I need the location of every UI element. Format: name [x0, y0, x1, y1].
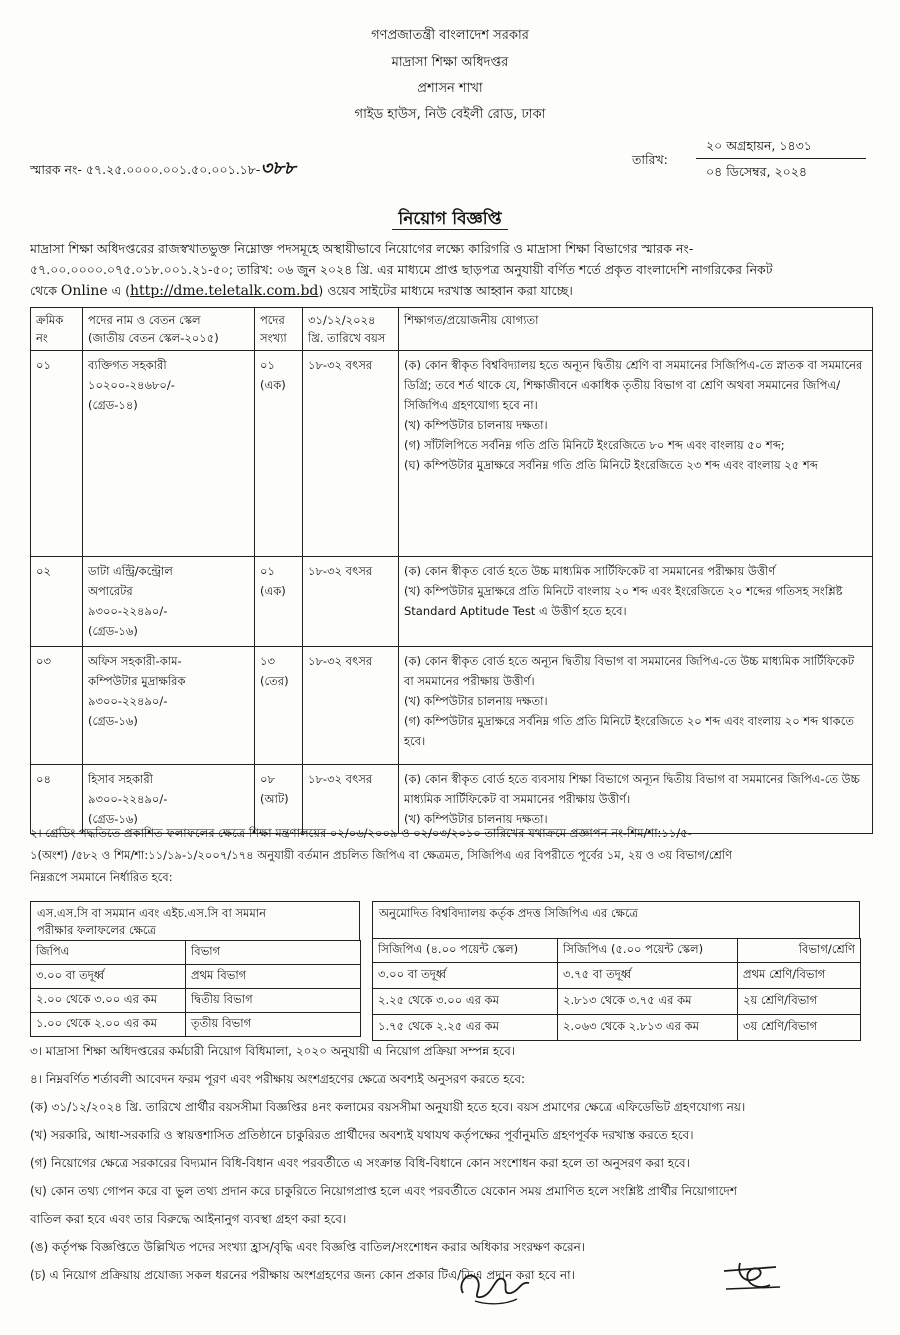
table-row: ১.০০ থেকে ২.০০ এর কম তৃতীয় বিভাগ	[31, 1013, 361, 1037]
class-col-header: বিভাগ/শ্রেণি	[738, 939, 861, 963]
posts-table-header	[31, 308, 873, 351]
list-item: (চ) এ নিয়োগ প্রক্রিয়ায় প্রযোজ্য সকল ধরনের পরীক্ষায় অংশগ্রহণের জন্য কোন প্রকার টিএ/ডিএ প্রদান করা হবে না।	[30, 1268, 575, 1282]
row-qualification: (ক) কোন স্বীকৃত বোর্ড হতে উচ্চ মাধ্যমিক সার্টিফিকেট বা সমমানের পরীক্ষায় উত্তীর্ণ (খ) কম্পিউটার মুদ্রাক্ষরে প্রতি মিনিটে বাংলায় ২০ শব্দ এবং ইংরেজিতে ২০ শব্দের গতিসহ সংশ্লিষ্ট Standard Aptitude Test এ উত্তীর্ণ হতে হবে।	[399, 557, 873, 647]
application-url-link[interactable]: http://dme.teletalk.com.bd	[130, 283, 319, 299]
notice-title: নিয়োগ বিজ্ঞপ্তি	[398, 209, 502, 229]
intro-line-2: ৫৭.০০.০০০০.০৭৫.০১৮.০০১.২১-৫০; তারিখ: ০৬ জুন ২০২৪ খ্রি. এর মাধ্যমে প্রাপ্ত ছাড়পত্র অনুযায়ী বর্ণিত শর্তে প্রকৃত বাংলাদেশি নাগরিকের নিকট	[30, 262, 773, 277]
date-english: ০৪ ডিসেম্বর, ২০২৪	[706, 164, 807, 179]
row-serial: ০৪	[31, 765, 83, 834]
row-qualification: (ক) কোন স্বীকৃত বিশ্ববিদ্যালয় হতে অন্যূন দ্বিতীয় শ্রেণি বা সমমানের সিজিপিএ-তে স্নাতক বা সমমানের ডিগ্রি; তবে শর্ত থাকে যে, শিক্ষাজীবনে একাধিক তৃতীয় বিভাগ বা শ্রেণি অথবা সমমানের জিপিএ/ সিজিপিএ গ্রহণযোগ্য হবে না। (খ) কম্পিউটার চালনায় দক্ষতা। (গ) সাঁটলিপিতে সর্বনিম্ন গতি প্রতি মিনিটে ইংরেজিতে ৮০ শব্দ এবং বাংলায় ৫০ শব্দ; (ঘ) কম্পিউটার মুদ্রাক্ষরে সর্বনিম্ন গতি প্রতি মিনিটে ইংরেজিতে ২৩ শব্দ এবং বাংলায় ২৫ শব্দ	[399, 351, 873, 557]
table-row	[31, 941, 361, 965]
row-age: ১৮-৩২ বৎসর	[303, 647, 399, 765]
list-item: বাতিল করা হবে এবং তার বিরুদ্ধে আইনানুগ ব্যবস্থা গ্রহণ করা হবে।	[30, 1212, 347, 1226]
header-post: পদের নাম ও বেতন স্কেল (জাতীয় বেতন স্কেল-২০১৫)	[83, 308, 255, 351]
title-underline	[392, 229, 508, 230]
list-item: (গ) নিয়োগের ক্ষেত্রে সরকারের বিদ্যমান বিধি-বিধান এবং পরবর্তীতে এ সংক্রান্ত বিধি-বিধানে কোন সংশোধন করা হলে তা অনুসরণ করা হবে।	[30, 1156, 690, 1170]
intro-line-1: মাদ্রাসা শিক্ষা অধিদপ্তরের রাজস্বখাতভুক্ত নিম্নোক্ত পদসমূহে অস্থায়ীভাবে নিয়োগের লক্ষ্যে কারিগরি ও মাদ্রাসা শিক্ষা বিভাগের স্মারক নং-	[30, 241, 694, 256]
gpa-col-header: জিপিএ	[31, 941, 186, 965]
table-row: ৩.০০ বা তদূর্ধ্ব প্রথম বিভাগ	[31, 965, 361, 989]
cgpa5-col-header: সিজিপিএ (৫.০০ পয়েন্ট স্কেল)	[558, 939, 738, 963]
table-row	[31, 351, 873, 557]
row-serial: ০১	[31, 351, 83, 557]
list-item: (খ) সরকারি, আধা-সরকারি ও স্বায়ত্তশাসিত প্রতিষ্ঠানে চাকুরিরত প্রার্থীদের অবশ্যই যথাযথ কর্তৃপক্ষের পূর্বানুমতি গ্রহণপূর্বক দরখাস্ত করতে হবে।	[30, 1128, 694, 1142]
grading-note: ২। গ্রেডিং পদ্ধতিতে প্রকাশিত ফলাফলের ক্ষেত্রে শিক্ষা মন্ত্রণালয়ের ০২/০৬/২০০৯ ও ০২/০৩/২০১০ তারিখের যথাক্রমে প্রজ্ঞাপন নং-শিম/শা:১১/৫- ১(অংশ) /৫৮২ ও শিম/শা:১১/১৯-১/২০০৭/১৭৪ অনুযায়ী বর্তমান প্রচলিত জিপিএ বা ক্ষেত্রমত, সিজিপিএ এর বিপরীতে পূর্বের ১ম, ২য় ও ৩য় বিভাগ/শ্রেণি নিম্নরূপে সমমানে নির্ধারিত হবে:	[30, 826, 733, 884]
division-col-header: বিভাগ	[186, 941, 361, 965]
date-bangla: ২০ অগ্রহায়ন, ১৪৩১	[706, 138, 812, 153]
table-row: ২.২৫ থেকে ৩.০০ এর কম ২.৮১৩ থেকে ৩.৭৫ এর কম ২য় শ্রেণি/বিভাগ	[373, 989, 861, 1015]
branch-name: প্রশাসন শাখা	[417, 81, 483, 96]
memo-ref-label: স্মারক নং- ৫৭.২৫.০০০০.০০১.৫০.০০১.১৮-	[30, 162, 261, 177]
header-count: পদের সংখ্যা	[255, 308, 303, 351]
row-count: ০৮ (আট)	[255, 765, 303, 834]
table-row: ৩.০০ বা তদূর্ধ্ব ৩.৭৫ বা তদূর্ধ্ব প্রথম শ্রেণি/বিভাগ	[373, 963, 861, 989]
row-age: ১৮-৩২ বৎসর	[303, 351, 399, 557]
row-count: ০১ (এক)	[255, 351, 303, 557]
row-post: ব্যক্তিগত সহকারী ১০২০০-২৪৬৮০/- (গ্রেড-১৪)	[83, 351, 255, 557]
memo-ref-handwritten: ৩৮৮	[260, 158, 296, 179]
gpa-table	[30, 940, 361, 1037]
directorate-name: মাদ্রাসা শিক্ষা অধিদপ্তর	[391, 55, 509, 70]
row-serial: ০৩	[31, 647, 83, 765]
row-qualification: (ক) কোন স্বীকৃত বোর্ড হতে অন্যূন দ্বিতীয় বিভাগ বা সমমানের জিপিএ-তে উচ্চ মাধ্যমিক সার্টিফিকেট বা সমমানের পরীক্ষায় উত্তীর্ণ। (খ) কম্পিউটার চালনায় দক্ষতা। (গ) কম্পিউটার মুদ্রাক্ষরে সর্বনিম্ন গতি প্রতি মিনিটে ইংরেজিতে ২০ শব্দ এবং বাংলায় ২০ শব্দ থাকতে হবে।	[399, 647, 873, 765]
row-age: ১৮-৩২ বৎসর	[303, 765, 399, 834]
intro-line-3: থেকে Online এ (http://dme.teletalk.com.bd) ওয়েব সাইটের মাধ্যমে দরখাস্ত আহ্বান করা যাচ্ছে।	[30, 283, 573, 299]
date-divider	[696, 158, 866, 159]
list-item: (ঙ) কর্তৃপক্ষ বিজ্ঞপ্তিতে উল্লিখিত পদের সংখ্যা হ্রাস/বৃদ্ধি এবং বিজ্ঞপ্তি বাতিল/সংশোধন করার অধিকার সংরক্ষণ করেন।	[30, 1240, 586, 1254]
signature-left	[455, 1255, 535, 1310]
row-count: ০১ (এক)	[255, 557, 303, 647]
table-row	[31, 557, 873, 647]
cgpa4-col-header: সিজিপিএ (৪.০০ পয়েন্ট স্কেল)	[373, 939, 558, 963]
signature-right	[718, 1255, 788, 1300]
table-row	[373, 939, 861, 963]
conditions-list	[30, 1037, 745, 1289]
cgpa-table	[372, 938, 861, 1041]
date-label: তারিখ:	[632, 152, 668, 167]
govt-name: গণপ্রজাতন্ত্রী বাংলাদেশ সরকার	[371, 28, 529, 43]
list-item: ৪। নিম্নবর্ণিত শর্তাবলী আবেদন ফরম পূরণ এবং পরীক্ষায় অংশগ্রহণের ক্ষেত্রে অবশ্যই অনুসরণ করতে হবে:	[30, 1072, 526, 1086]
header-serial: ক্রমিক নং	[31, 308, 83, 351]
header-qualification: শিক্ষাগত/প্রয়োজনীয় যোগ্যতা	[399, 308, 873, 351]
cgpa-table-heading: অনুমোদিত বিশ্ববিদ্যালয় কর্তৃক প্রদত্ত সিজিপিএ এর ক্ষেত্রে	[372, 901, 860, 939]
office-address: গাইড হাউস, নিউ বেইলী রোড, ঢাকা	[354, 107, 546, 122]
intro-paragraph	[30, 238, 773, 302]
table-row	[31, 647, 873, 765]
table-row: ১.৭৫ থেকে ২.২৫ এর কম ২.০৬৩ থেকে ২.৮১৩ এর কম ৩য় শ্রেণি/বিভাগ	[373, 1015, 861, 1041]
table-row: ২.০০ থেকে ৩.০০ এর কম দ্বিতীয় বিভাগ	[31, 989, 361, 1013]
online-label: Online	[60, 283, 108, 299]
memo-reference	[30, 154, 295, 185]
gpa-table-heading: এস.এস.সি বা সমমান এবং এইচ.এস.সি বা সমমান পরীক্ষার ফলাফলের ক্ষেত্রে	[30, 901, 360, 941]
row-post: ডাটা এন্ট্রি/কন্ট্রোল অপারেটর ৯৩০০-২২৪৯০/- (গ্রেড-১৬)	[83, 557, 255, 647]
list-item: ৩। মাদ্রাসা শিক্ষা অধিদপ্তরের কর্মচারী নিয়োগ বিধিমালা, ২০২০ অনুযায়ী এ নিয়োগ প্রক্রিয়া সম্পন্ন হবে।	[30, 1044, 516, 1058]
row-age: ১৮-৩২ বৎসর	[303, 557, 399, 647]
row-post: হিসাব সহকারী ৯৩০০-২২৪৯০/- (গ্রেড-১৬)	[83, 765, 255, 834]
row-qualification: (ক) কোন স্বীকৃত বোর্ড হতে ব্যবসায় শিক্ষা বিভাগে অন্যূন দ্বিতীয় বিভাগ বা সমমানের জিপিএ-তে উচ্চ মাধ্যমিক সার্টিফিকেট বা সমমানের পরীক্ষায় উত্তীর্ণ। (খ) কম্পিউটার চালনায় দক্ষতা।	[399, 765, 873, 834]
row-serial: ০২	[31, 557, 83, 647]
list-item: (ক) ৩১/১২/২০২৪ খ্রি. তারিখে প্রার্থীর বয়সসীমা বিজ্ঞপ্তির ৪নং কলামের বয়সসীমা অনুযায়ী হতে হবে। বয়স প্রমাণের ক্ষেত্রে এফিডেভিট গ্রহণযোগ্য নয়।	[30, 1100, 746, 1114]
row-count: ১৩ (তের)	[255, 647, 303, 765]
posts-table	[30, 307, 873, 834]
list-item: (ঘ) কোন তথ্য গোপন করে বা ভুল তথ্য প্রদান করে চাকুরিতে নিয়োগপ্রাপ্ত হলে এবং পরবর্তীতে যেকোন সময় প্রমাণিত হলে সংশ্লিষ্ট প্রার্থীর নিয়োগাদেশ	[30, 1184, 737, 1198]
row-post: অফিস সহকারী-কাম- কম্পিউটার মুদ্রাক্ষরিক ৯৩০০-২২৪৯০/- (গ্রেড-১৬)	[83, 647, 255, 765]
header-age: ৩১/১২/২০২৪ খ্রি. তারিখে বয়স	[303, 308, 399, 351]
